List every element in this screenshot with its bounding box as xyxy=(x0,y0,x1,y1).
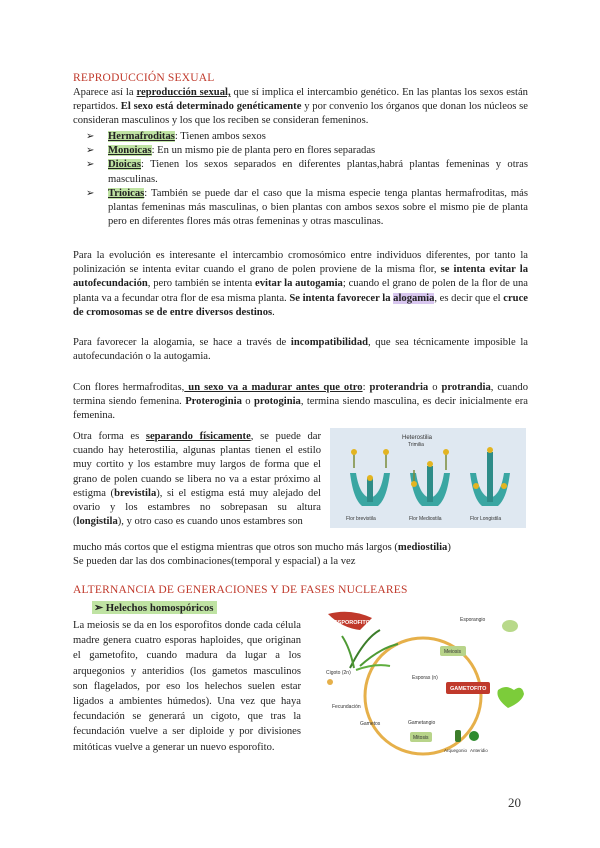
page-number: 20 xyxy=(508,795,521,810)
list-item: ➢ Dioicas: Tienen los sexos separados en diferentes plantas,habrá plantas femeninas y otras masculinas. xyxy=(86,159,528,185)
flower-brevistila xyxy=(350,449,390,506)
bullet-arrow-icon: ➢ xyxy=(86,159,95,171)
evolution-paragraph: Para la evolución es interesante el intercambio cromosómico entre individuos diferentes, por tanto la polinización se intenta evitar cuando el grano de polen proviene de la misma flor, se intenta evitar la autofecundación, pero también se intenta evitar la autogamia; cuando el grano de polen de la flor de una planta va a fecundar otra flor de esa misma planta. Se intenta favorecer la alogamia, es decir que el cruce de cromosomas se de entre diversos destinos. xyxy=(73,250,528,318)
fig-title-heterostilia: Heterostilia xyxy=(402,435,433,441)
heterostilia-illustration xyxy=(330,428,526,528)
flower-mediostila xyxy=(410,449,450,506)
continuation-paragraph: mucho más cortos que el estigma mientras que otros son mucho más largos (mediostilia) Se pueden dar las dos combinaciones(temporal y espacial) a la vez xyxy=(73,542,451,568)
esporangio-icon xyxy=(502,620,518,632)
plant-sex-types-list xyxy=(86,130,528,229)
arquegonio-icon xyxy=(455,730,461,742)
label-arquegonio: Arquegonio xyxy=(444,748,468,753)
cigoto-icon xyxy=(327,679,333,685)
label-anteridio: Anteridio xyxy=(470,748,488,753)
label-gametofito: GAMETOFITO xyxy=(450,686,487,692)
flower-longistila xyxy=(470,447,510,506)
list-item: ➢ Hermafroditas: Tienen ambos sexos xyxy=(86,130,528,144)
label-esporas: Esporas (n) xyxy=(412,675,438,681)
section-title-alternancia: ALTERNANCIA DE GENERACIONES Y DE FASES NUCLEARES xyxy=(73,584,408,596)
fig-subtitle-trimilia: Trimilia xyxy=(408,442,424,448)
label-fecundacion: Fecundación xyxy=(332,704,361,710)
helechos-paragraph: La meiosis se da en los esporofitos donde cada célula madre genera cuatro esporas haploides, que originan el gametofito, cuando madura da lugar a los arquegonios y anteridios (los gametos masculinos son flagelados, por eso los helechos suelen estar ligados a ambientes húmedos). Una vez que haya fecundación se generará un cigoto, que tras la fecundación vuelve a ser diploide y por divisiones mitóticas vuelve a generar un nuevo esporofito. xyxy=(73,620,301,753)
bullet-arrow-icon: ➢ xyxy=(86,145,95,157)
bullet-arrow-icon: ➢ xyxy=(86,187,95,199)
separando-paragraph: Otra forma es separando físicamente, se puede dar cuando hay heterostilia, algunas plantas tienen el estilo muy cortito y los estambre muy largos de forma que el grano de polen cuando se libera no va a estar próximo al estigma (brevistila), si el estigma está muy alejado del ovario y los estambres no sobrepasan su altura (longistila), y otro caso es cuando unos estambres son xyxy=(73,431,321,528)
hermafroditas-paragraph: Con flores hermafroditas, un sexo va a madurar antes que otro: proterandria o protrandia, cuando termina siendo femenina. Proteroginia o protoginia, termina siendo masculina, es decir inicialmente era femenina. xyxy=(73,382,529,422)
fern-life-cycle-figure xyxy=(320,608,526,763)
label-flor-longistila: Flor Longistila xyxy=(470,516,502,522)
favor-paragraph: Para favorecer la alogamia, se hace a través de incompatibilidad, que sea técnicamente imposible la autofecundación o la autogamia. xyxy=(73,337,528,363)
label-gametos: Gametos xyxy=(360,721,381,727)
label-meiosis: Meiosis xyxy=(444,649,461,655)
helechos-subtitle: ➢ Helechos homospóricos xyxy=(92,601,217,614)
anteridio-icon xyxy=(469,731,479,741)
label-cigoto: Cigoto (2n) xyxy=(326,670,351,676)
label-esporofito: ESPOROFITO xyxy=(334,620,370,626)
label-flor-mediostila: Flor Mediostila xyxy=(409,516,442,522)
heterostilia-figure xyxy=(330,428,526,528)
life-cycle-diagram xyxy=(320,608,526,763)
label-esporangio: Esporangio xyxy=(460,617,486,623)
list-item: ➢ Monoicas: En un mismo pie de planta pero en flores separadas xyxy=(86,144,528,158)
bullet-arrow-icon: ➢ xyxy=(94,602,104,614)
section-title-reproduccion: REPRODUCCIÓN SEXUAL xyxy=(73,72,215,84)
bullet-arrow-icon: ➢ xyxy=(86,131,95,142)
label-mitosis: Mitosis xyxy=(413,735,429,741)
intro-paragraph: Aparece así la reproducción sexual, que sí implica el intercambio genético. En las plantas los sexos están repartidos. El sexo está determinado genéticamente y por convenio los órganos que donan los núcleos se consideran masculinos y los que los reciben se consideran femeninos. xyxy=(73,87,528,127)
list-item: ➢ Trioicas: También se puede dar el caso que la misma especie tenga plantas hermafroditas, más plantas femeninas más masculinas, o bien plantas con ambos sexos sobre el mismo pie de planta pero en diferentes flores más otras femeninas y otras masculinas. xyxy=(86,187,528,228)
label-gametangio: Gametangio xyxy=(408,720,436,726)
label-flor-brevistila: Flor brevistila xyxy=(346,516,376,522)
prothallus-heart-icon xyxy=(497,687,524,708)
